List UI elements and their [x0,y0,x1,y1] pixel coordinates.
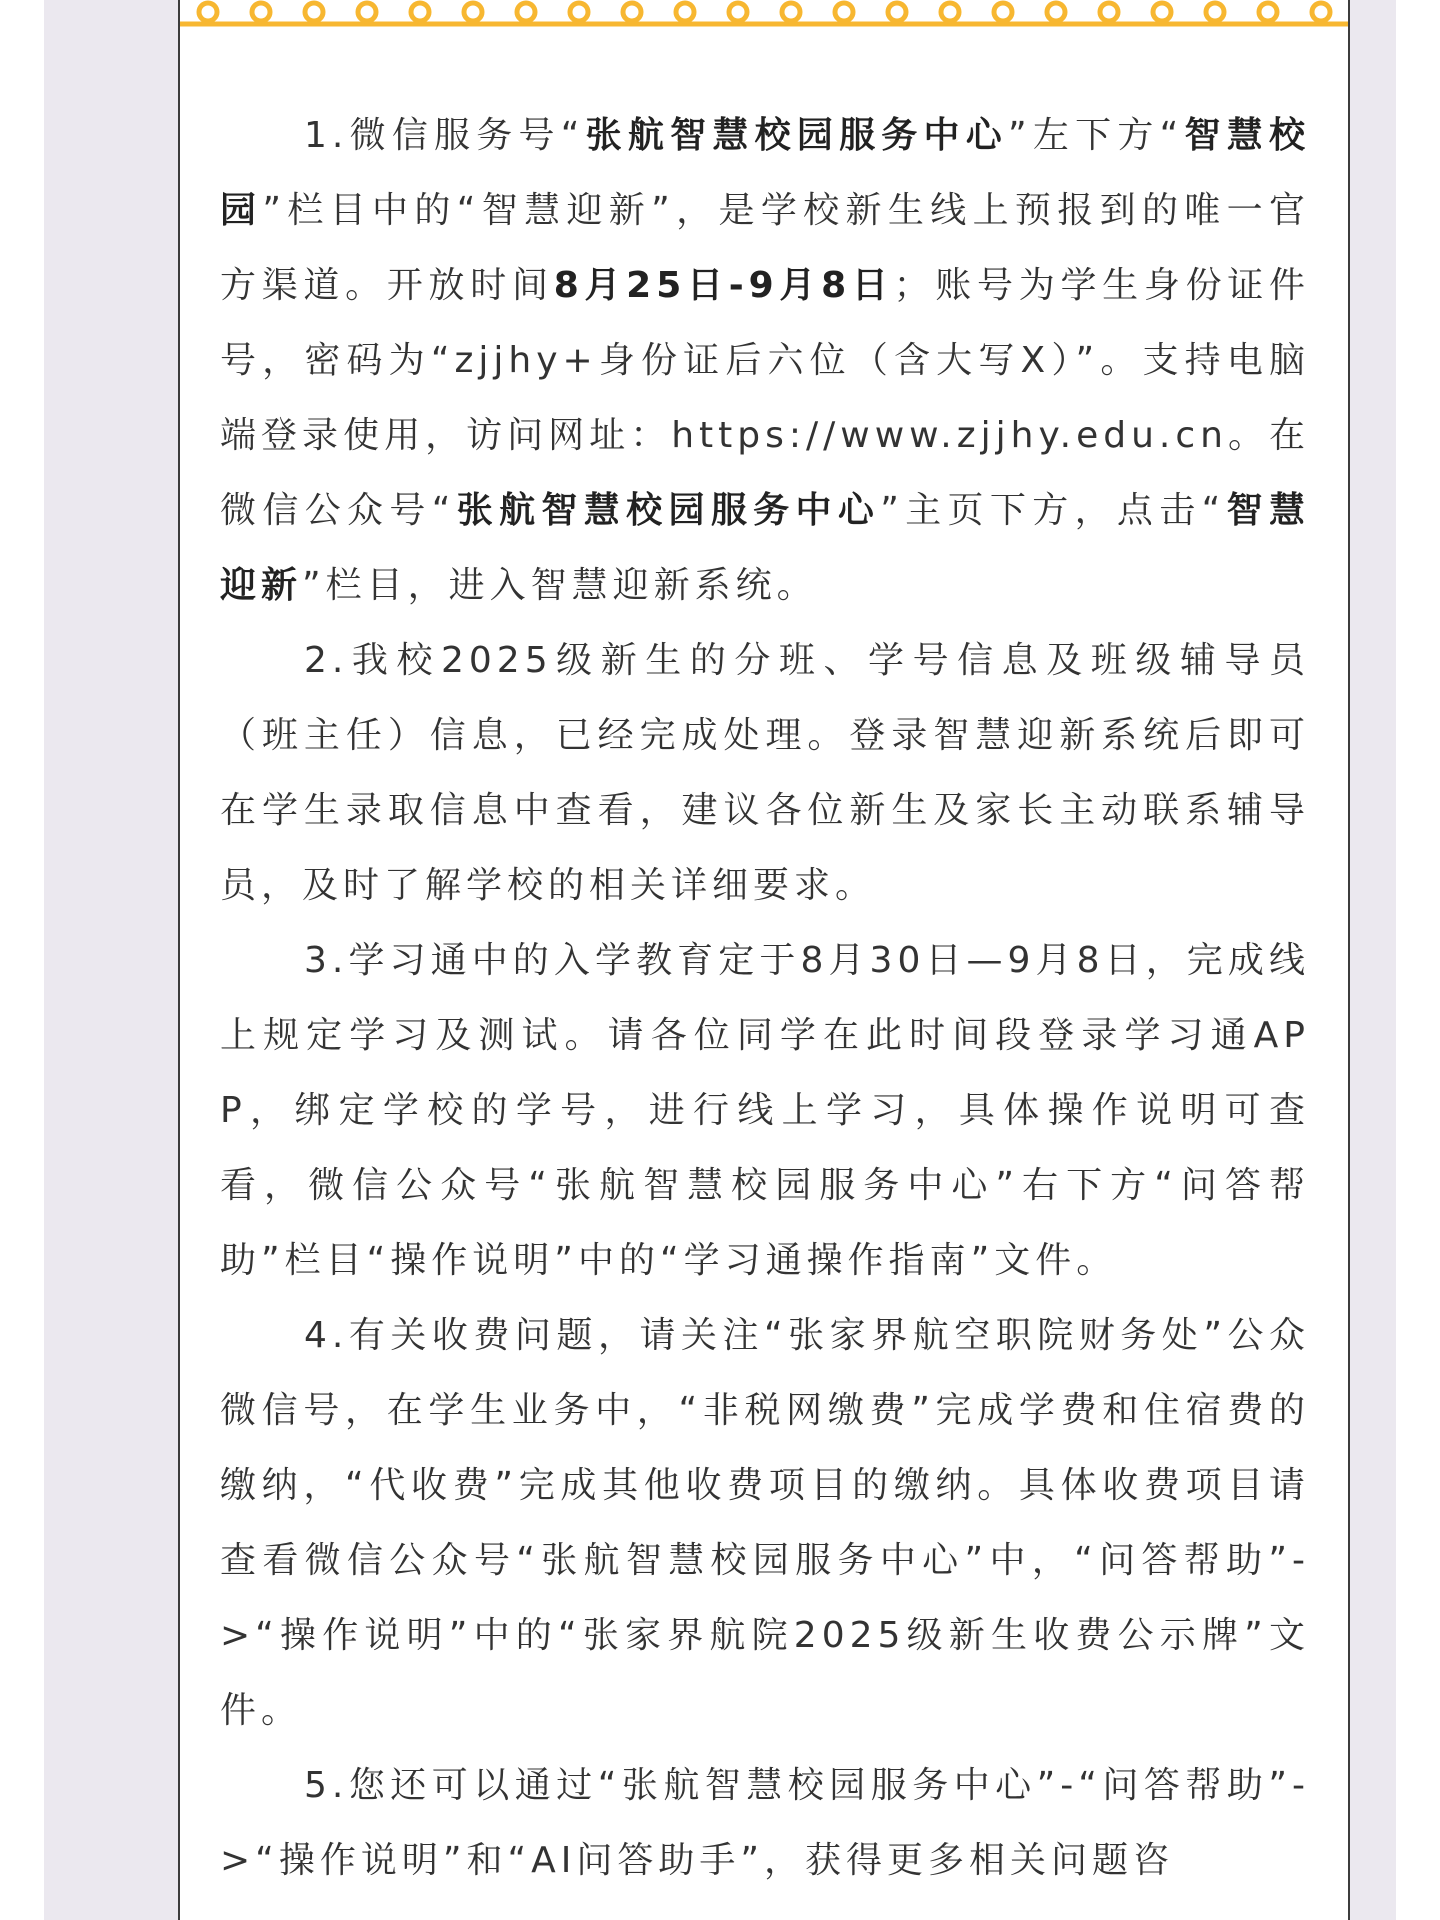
page-background [44,0,1396,1920]
text-segment: ；账号为学生身份证件号，密码为“zjjhy+身份证后六位（含大写X）”。支持电脑端登录使用，访问网址：https://www.zjjhy.edu.cn。在微信公众号“ [220,265,1310,531]
bold-text: 张航智慧校园服务中心 [584,115,1009,156]
text-segment: ”左下方“ [1008,115,1184,156]
bold-text: 智慧校园 [220,115,1310,231]
text-segment: 1.微信服务号“ [304,115,585,156]
text-segment: 2.我校2025级新生的分班、学号信息及班级辅导员（班主任）信息，已经完成处理。登录智慧迎新系统后即可在学生录取信息中查看，建议各位新生及家长主动联系辅导员，及时了解学校的相关详细要求。 [220,640,1310,906]
text-segment: 5.您还可以通过“张航智慧校园服务中心”-“问答帮助”->“操作说明”和“AI问答助手”，获得更多相关问题咨 [220,1765,1310,1881]
text-segment: ”栏目中的“智慧迎新”，是学校新生线上预报到的唯一官方渠道。开放时间 [220,190,1310,306]
text-segment: ”栏目，进入智慧迎新系统。 [302,565,818,606]
paragraph-2 [220,623,1310,923]
scallop-border [180,0,1348,40]
paragraph-5 [220,1748,1310,1898]
text-segment: ”主页下方，点击“ [880,490,1226,531]
bold-text: 8月25日-9月8日 [553,265,894,306]
paragraph-4 [220,1298,1310,1748]
bold-text: 张航智慧校园服务中心 [455,490,881,531]
text-segment: 4.有关收费问题，请关注“张家界航空职院财务处”公众微信号，在学生业务中，“非税网缴费”完成学费和住宿费的缴纳，“代收费”完成其他收费项目的缴纳。具体收费项目请查看微信公众号“张航智慧校园服务中心”中，“问答帮助”->“操作说明”中的“张家界航院2025级新生收费公示牌”文件。 [220,1315,1310,1731]
article-body [220,98,1310,1898]
bold-text: 智慧迎新 [220,490,1310,606]
article-card [178,0,1350,1920]
paragraph-1 [220,98,1310,623]
text-segment: 3.学习通中的入学教育定于8月30日—9月8日，完成线上规定学习及测试。请各位同学在此时间段登录学习通APP，绑定学校的学号，进行线上学习，具体操作说明可查看，微信公众号“张航智慧校园服务中心”右下方“问答帮助”栏目“操作说明”中的“学习通操作指南”文件。 [220,940,1310,1281]
paragraph-3 [220,923,1310,1298]
